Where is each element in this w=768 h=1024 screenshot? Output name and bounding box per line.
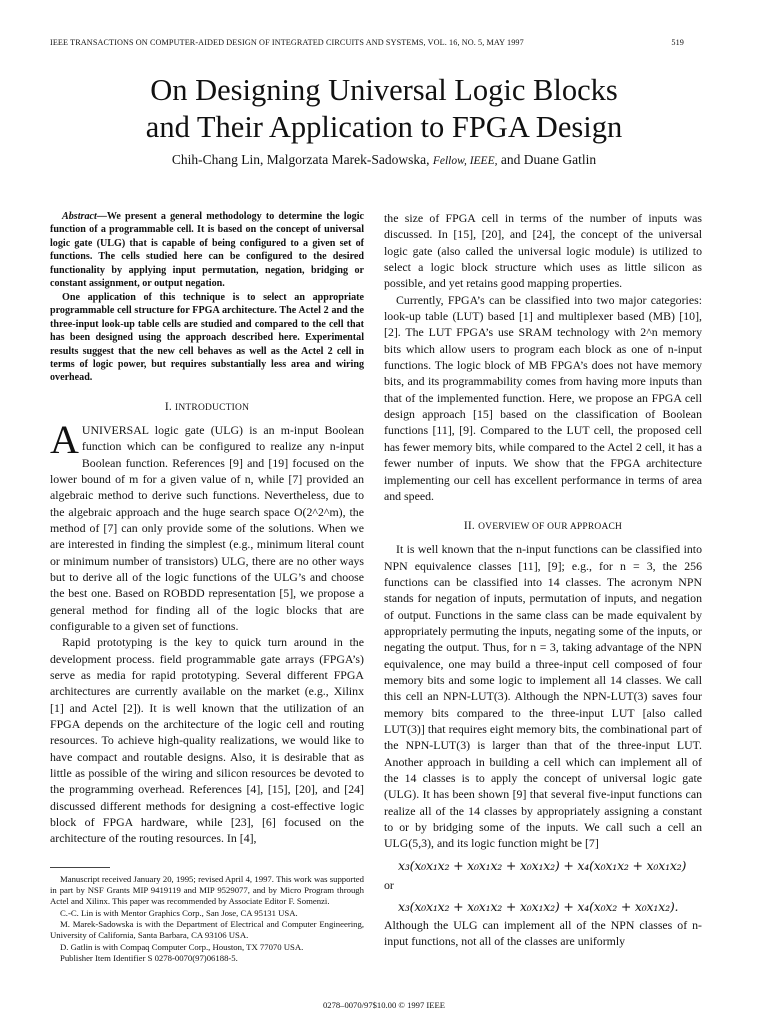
- abstract-label: Abstract: [62, 211, 97, 222]
- footnote-author-gatlin: D. Gatlin is with Compaq Computer Corp., Houston, TX 77070 USA.: [60, 941, 304, 952]
- left-column: [50, 210, 364, 964]
- overview-paragraph-2: Although the ULG can implement all of the NPN classes of n-input functions, not all of the classes are uniformly: [384, 917, 702, 949]
- author-membership: Fellow, IEEE,: [432, 155, 498, 167]
- footnote-author-marek-sadowska: M. Marek-Sadowska is with the Department of Electrical and Computer Engineering, University of California, Santa Barbara, CA 93106 USA.: [50, 919, 364, 941]
- footnote-manuscript: Manuscript received January 20, 1995; revised April 4, 1997. This work was supported in part by NSF Grants MIP 9419119 and MIP 9529077, and by Micro Program through Actel and Xilinx. This paper was recommended by Associate Editor F. Somenzi.: [50, 873, 364, 907]
- intro-paragraph-1: UNIVERSAL logic gate (ULG) is an m-input Boolean function which can be configured to realize any n-input Boolean function. References [9] and [19] focused on the lower bound of m for a given value of n, while [7] provided an algebraic method to derive such functions. Nevertheless, due to the algebraic approach and the huge search space O(2^2^m), the method of [7] can only provide some of the solutions. When we are interested in finding the simplest (e.g., minimum literal count or minimum number of transistors) ULG, there are no other ways but to derive all of the logic functions of the ULG’s and choose the best one. Based on ROBDD representation [5], we propose a general method for finding all of the logic blocks that are configurable to a given set of functions.: [50, 422, 364, 634]
- abstract-paragraph-2: One application of this technique is to select an appropriate programmable cell structure for FPGA architecture. The Actel 2 and the three-input look-up table cells are studied and compared to the cell that has been designed using the approach described here. Experimental results suggest that the new cell behaves as well as the Actel 2 cell in terms of logic power, but requires substantially less area and wiring overhead.: [50, 291, 364, 384]
- footnote-publisher-id: Publisher Item Identifier S 0278-0070(97)06188-5.: [60, 952, 238, 963]
- paper-title: [60, 72, 708, 146]
- journal-name: IEEE TRANSACTIONS ON COMPUTER-AIDED DESIGN OF INTEGRATED CIRCUITS AND SYSTEMS, VOL. 16, NO. 5, MAY 1997: [50, 38, 524, 47]
- abstract-paragraph-1: [50, 210, 364, 291]
- right-paragraph-2: Currently, FPGA’s can be classified into two major categories: look-up table (LUT) based [1] and multiplexer based (MB) [10], [2]. The LUT FPGA’s use SRAM technology with 2^n memory bits which allow users to program each block as one of n-input functions. The logic block of MB FPGA’s does not have memory bits, and its programmability comes from having more inputs than that of the implemented function. Here, we propose an FPGA cell design approach [15] based on the classification of Boolean functions [11], [9]. Compared to the LUT cell, the proposed cell has fewer memory bits, while compared to the Actel 2 cell, it has a fewer number of inputs. We show that the FPGA architecture implementing our cell has excellent performance in terms of area and speed.: [384, 292, 702, 503]
- intro-paragraph-2: Rapid prototyping is the key to quick turn around in the development process. field programmable gate arrays (FPGA’s) serve as media for rapid prototyping. Several different FPGA architectures are currently available on the market (e.g., Xilinx [1] and Actel [2]). It is well known that the utilization of an FPGA depends on the architecture of the logic cell and routing resources. To achieve high-quality realizations, we would like to have compact and routable designs. Also, it is desirable that as little as possible of the wiring and silicon resources be devoted to the programming overhead. References [4], [15], [20], and [24] discussed different methods for designing a cost-effective logic block of FPGA hardware, while [23], [6] focused on the architecture of the routing resources. In [4],: [50, 635, 364, 846]
- abstract-text-1: —We present a general methodology to determine the logic function of a programmable cell. It is based on the concept of universal logic gate (ULG) that is capable of being configured to a given set of functions. The cells studied here can be configured to the desired functionality by applying input permutation, negation, bridging or constant assignment, or output negation.: [50, 211, 364, 290]
- title-line-2: and Their Application to FPGA Design: [145, 110, 623, 144]
- right-column: [384, 210, 702, 949]
- footnote-author-lin: C.-C. Lin is with Mentor Graphics Corp., San Jose, CA 95131 USA.: [60, 907, 298, 918]
- section-number: I.: [164, 400, 172, 413]
- equation-1: x₃(x₀x₁x₂ + x₀x₁x₂ + x₀x₁x₂) + x₄(x₀x₁x₂ + x₀x₁x₂): [398, 857, 687, 873]
- right-paragraph-1: the size of FPGA cell in terms of the number of inputs was discussed. In [15], [20], and [24], the concept of the universal logic gate (also called the universal logic module) is utilized to select a logic block structure which uses as little silicon as possible, and yet retains good mapping properties.: [384, 211, 702, 291]
- page-number: 519: [671, 38, 684, 47]
- title-line-1: On Designing Universal Logic Blocks: [150, 73, 618, 107]
- author-last: and Duane Gatlin: [500, 152, 597, 167]
- section-number: II.: [463, 520, 476, 533]
- section-heading-introduction: [50, 401, 364, 413]
- section-heading-overview: [384, 520, 702, 532]
- section-title: OVERVIEW OF OUR APPROACH: [478, 522, 623, 533]
- equation-or: or: [384, 877, 394, 892]
- footnote-divider: [50, 867, 110, 868]
- equation-2: x₃(x₀x₁x₂ + x₀x₁x₂ + x₀x₁x₂) + x₄(x₀x₂ + x₀x₁x₂).: [398, 898, 679, 914]
- copyright-notice: 0278–0070/97$10.00 © 1997 IEEE: [322, 1000, 446, 1010]
- author-names: Chih-Chang Lin, Malgorzata Marek-Sadowska,: [171, 152, 430, 167]
- intro-paragraph-1-wrap: [50, 416, 364, 634]
- section-title: INTRODUCTION: [175, 402, 250, 413]
- overview-paragraph-1: It is well known that the n-input functions can be classified into NPN equivalence classes [11], [9]; e.g., for n = 3, the 256 functions can be classified into 14 classes. The acronym NPN stands for negation of inputs, permutation of inputs, and negation of output. Functions in the same class can be made equivalent by appropriately permuting the inputs, negating some of the inputs, or negating the output. Thus, for n = 3, taking advantage of the NPN equivalence, one may build a three-input cell composed of four memory bits and some logic to implement all 14 classes. We call this cell an NPN-LUT(3). Although the NPN-LUT(3) saves four memory bits compared to the three-input LUT [also called LUT(3)] that requires eight memory bits, the combinational part of the NPN-LUT(3) is larger than that of the three-input LUT. Another approach in building a cell which can implement all of the 14 classes is to apply the concept of universal logic gate (ULG). It has been shown [9] that several five-input functions can realize all of the 14 classes by appropriately assigning a constant to or by bridging some of the inputs. We call such a cell an ULG(5,3), and its logic function might be [7]: [384, 542, 702, 851]
- running-header: [50, 38, 684, 47]
- author-list: [60, 152, 708, 168]
- drop-cap: A: [50, 416, 79, 462]
